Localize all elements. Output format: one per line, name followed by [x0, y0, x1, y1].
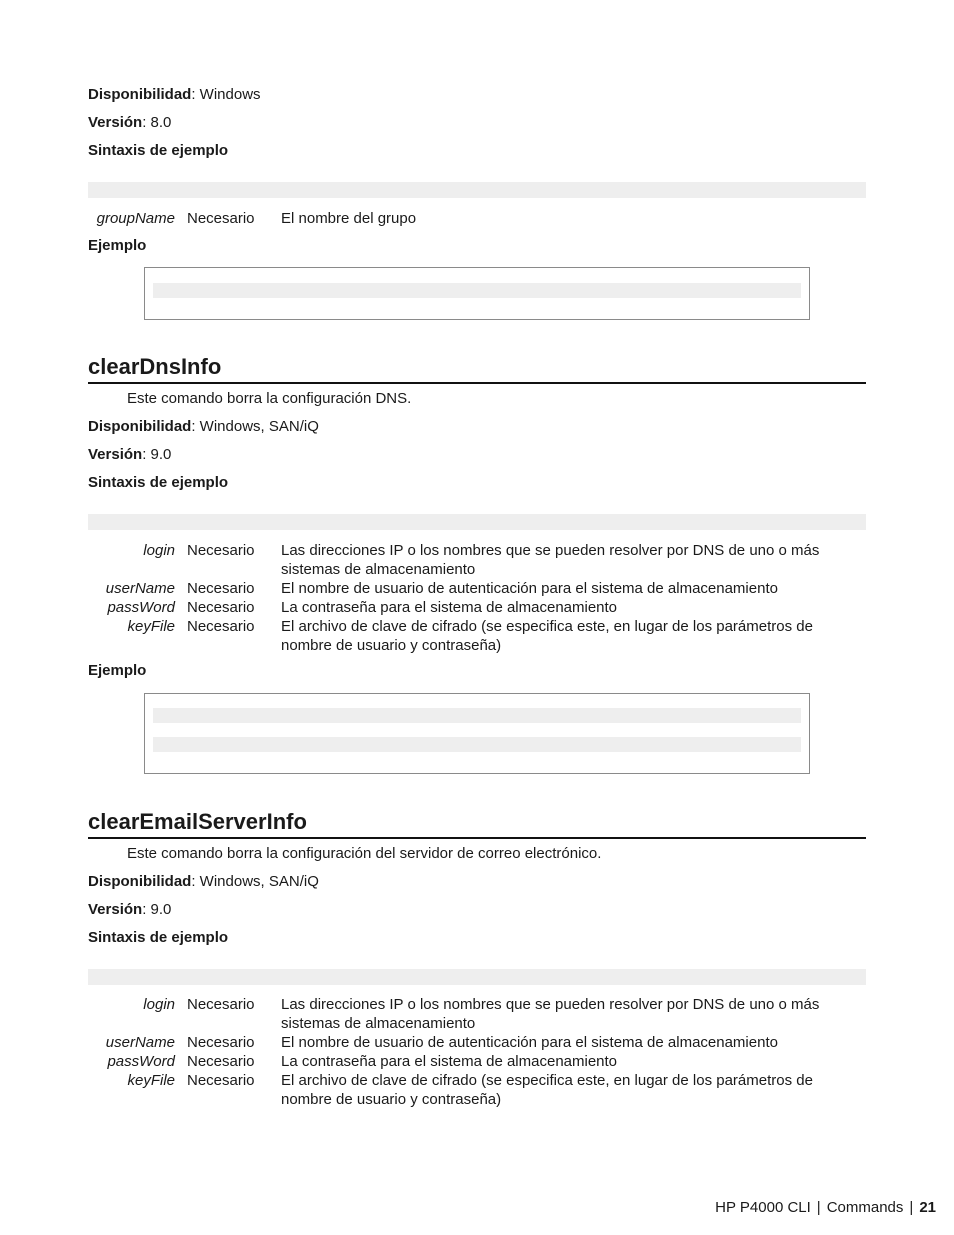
param-description: El nombre de usuario de autenticación para el sistema de almacenamiento	[281, 580, 778, 597]
param-name: userName	[105, 1034, 175, 1051]
param-description: El nombre de usuario de autenticación para el sistema de almacenamiento	[281, 1034, 778, 1051]
syntax-heading: Sintaxis de ejemplo	[88, 929, 229, 946]
table-row	[88, 598, 828, 617]
table-row	[88, 1052, 828, 1071]
param-required: Necesario	[187, 580, 255, 597]
table-row	[88, 541, 828, 579]
table-row	[88, 1071, 828, 1109]
param-name: login	[143, 996, 175, 1013]
table-row	[88, 617, 828, 655]
example-code-box	[144, 693, 810, 774]
version-line: Versión: 9.0	[88, 901, 172, 918]
table-row	[88, 995, 828, 1033]
param-required: Necesario	[187, 1034, 255, 1051]
param-description: La contraseña para el sistema de almacenamiento	[281, 1053, 618, 1070]
table-row	[88, 209, 828, 228]
example-heading: Ejemplo	[88, 237, 147, 254]
param-description: Las direcciones IP o los nombres que se pueden resolver por DNS de uno o más sistemas de almacenamiento	[281, 542, 820, 578]
availability-line: Disponibilidad: Windows	[88, 86, 261, 103]
version-line: Versión: 9.0	[88, 446, 172, 463]
parameter-table	[88, 995, 828, 1109]
footer-chapter: Commands	[826, 1199, 904, 1216]
code-line	[153, 283, 801, 298]
page-footer: HP P4000 CLI | Commands | 21	[715, 1199, 936, 1216]
param-required: Necesario	[187, 210, 255, 227]
syntax-code-block	[88, 514, 866, 530]
availability-line: Disponibilidad: Windows, SAN/iQ	[88, 873, 319, 890]
param-name: passWord	[107, 599, 175, 616]
section-description: Este comando borra la configuración DNS.	[127, 390, 412, 407]
param-description: El archivo de clave de cifrado (se especifica este, en lugar de los parámetros de nombre de usuario y contraseña)	[281, 618, 813, 654]
section-title: clearDnsInfo	[88, 353, 866, 384]
param-name: userName	[105, 580, 175, 597]
param-required: Necesario	[187, 996, 255, 1013]
section-description: Este comando borra la configuración del servidor de correo electrónico.	[127, 845, 602, 862]
page-number: 21	[919, 1199, 936, 1216]
syntax-heading: Sintaxis de ejemplo	[88, 474, 229, 491]
table-row	[88, 579, 828, 598]
availability-line: Disponibilidad: Windows, SAN/iQ	[88, 418, 319, 435]
param-name: keyFile	[127, 618, 175, 635]
example-heading: Ejemplo	[88, 662, 147, 679]
param-required: Necesario	[187, 1053, 255, 1070]
version-line: Versión: 8.0	[88, 114, 172, 131]
parameter-table	[88, 541, 828, 655]
param-name: groupName	[96, 210, 175, 227]
syntax-heading: Sintaxis de ejemplo	[88, 142, 229, 159]
syntax-code-block	[88, 969, 866, 985]
param-required: Necesario	[187, 542, 255, 559]
param-description: El nombre del grupo	[281, 210, 417, 227]
code-line	[153, 708, 801, 723]
footer-doc-title: HP P4000 CLI	[715, 1199, 811, 1216]
param-name: login	[143, 542, 175, 559]
syntax-code-block	[88, 182, 866, 198]
param-name: keyFile	[127, 1072, 175, 1089]
param-description: El archivo de clave de cifrado (se especifica este, en lugar de los parámetros de nombre de usuario y contraseña)	[281, 1072, 813, 1108]
code-line	[153, 737, 801, 752]
param-required: Necesario	[187, 599, 255, 616]
parameter-table	[88, 209, 828, 228]
table-row	[88, 1033, 828, 1052]
section-title: clearEmailServerInfo	[88, 808, 866, 839]
param-description: La contraseña para el sistema de almacenamiento	[281, 599, 618, 616]
param-name: passWord	[107, 1053, 175, 1070]
param-required: Necesario	[187, 1072, 255, 1089]
example-code-box	[144, 267, 810, 320]
param-description: Las direcciones IP o los nombres que se pueden resolver por DNS de uno o más sistemas de almacenamiento	[281, 996, 820, 1032]
param-required: Necesario	[187, 618, 255, 635]
